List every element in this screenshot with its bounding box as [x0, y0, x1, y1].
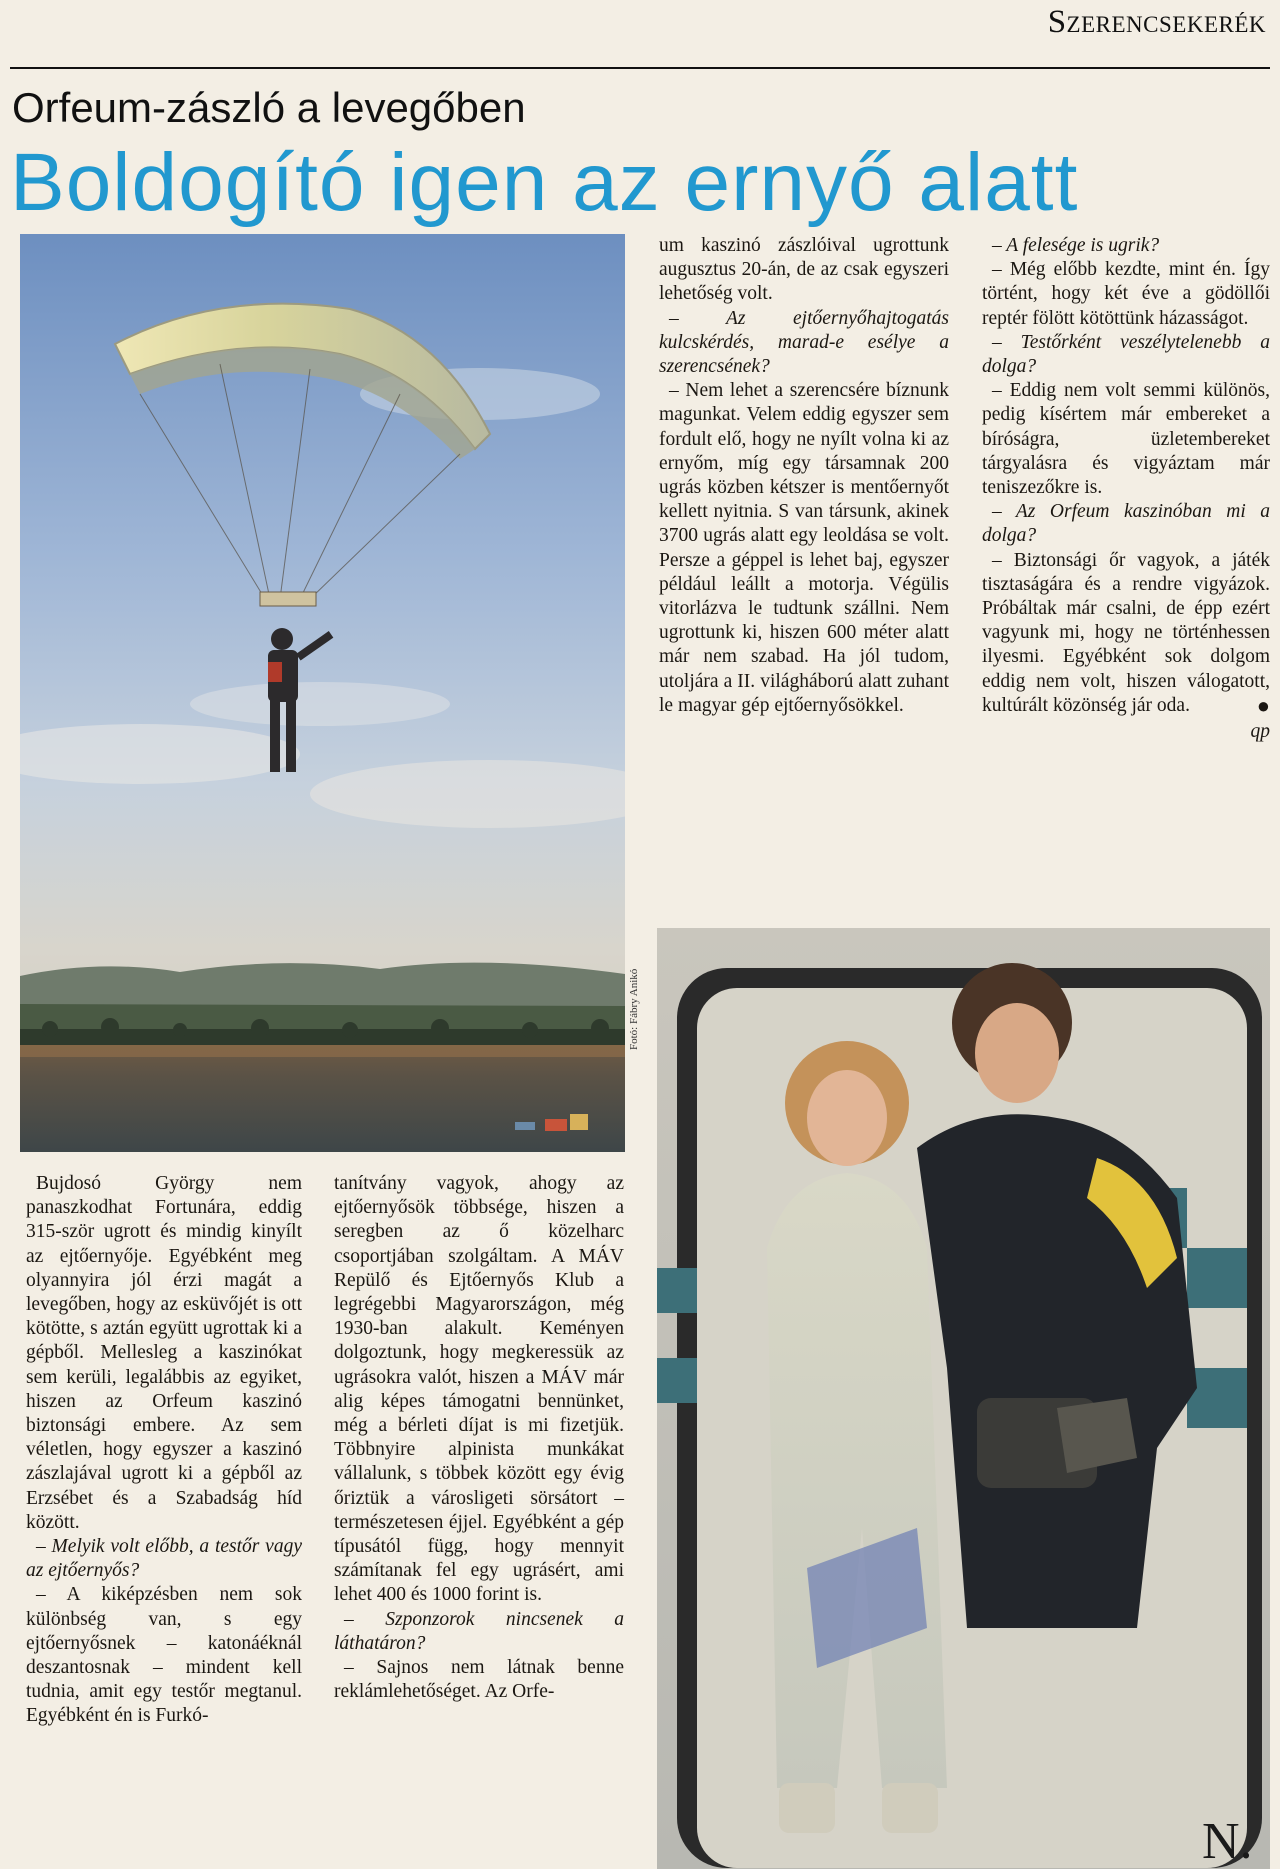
question: – Az Orfeum kaszinóban mi a dolga? — [982, 501, 1270, 547]
paragraph: – Még előbb kezdte, mint én. Így történt, hogy két éve a gödöllői reptér fölött kötöttünk házasságot. — [982, 259, 1270, 329]
article-column-4 — [982, 234, 1270, 744]
article-column-1 — [26, 1172, 302, 1729]
paragraph: tanítvány vagyok, ahogy az ejtőernyősök többsége, hiszen a seregben az ő közelharc csoportjában szolgáltam. A MÁV Repülő és Ejtőernyős Klub a legrégebbi Magyarországon, még 1930-ban alakult. Keményen dolgoztunk, hogy megkeressük az ugrásokra valót, hiszen a MÁV már alig képes támogatni bennünket, még a bérleti díjat is mi fizetjük. Többnyire alpinista munkákat vállalunk, s többek között egy évig őriztük a városligeti sörsátort – természetesen éjjel. Egyébként a gép típusától függ, hogy mennyit számítanak fel egy ugrásért, ami lehet 400 és 1000 forint is. — [334, 1173, 624, 1606]
paragraph: um kaszinó zászlóival ugrottunk augusztus 20-án, de az csak egyszeri lehetőség volt. — [659, 235, 949, 305]
question: – Testőrként veszélytelenebb a dolga? — [982, 331, 1270, 378]
plane-letter: N. — [1202, 1813, 1253, 1869]
question: – Melyik volt előbb, a testőr vagy az ejtőernyős? — [26, 1536, 302, 1582]
section-label: Szerencsekerék — [1047, 4, 1266, 40]
end-mark: ● — [1256, 692, 1270, 718]
article-headline: Boldogító igen az ernyő alatt — [10, 137, 1079, 228]
article-column-3 — [659, 234, 949, 718]
header-rule — [10, 67, 1270, 69]
paragraph — [982, 549, 1270, 718]
author-signature: qp — [1250, 721, 1270, 743]
parachutist-photo — [20, 234, 625, 1152]
photo-credit: Fotó: Fábry Anikó — [628, 968, 640, 1050]
question: – Az ejtőernyőhajtogatás kulcskérdés, marad-e esélye a szerencsének? — [659, 307, 949, 378]
couple-photo — [657, 928, 1270, 1869]
paragraph: Bujdosó György nem panaszkodhat Fortunára, eddig 315-ször ugrott és mindig kinyílt az ejtőernyője. Egyébként meg olyannyira jól érzi magát a levegőben, hogy az esküvőjét is ott kötötte, s aztán együtt ugrottak ki a gépből. Mellesleg a kaszinókat sem kerüli, legalábbis az egyiket, hiszen az Orfeum kaszinó biztonsági embere. Az sem véletlen, hogy egyszer a kaszinó zászlajával ugrott ki a gépből az Erzsébet és a Szabadság híd között. — [26, 1173, 302, 1533]
question: – Szponzorok nincsenek a láthatáron? — [334, 1608, 624, 1654]
article-column-2 — [334, 1172, 624, 1704]
article-kicker: Orfeum-zászló a levegőben — [12, 84, 526, 131]
paragraph: – Nem lehet a szerencsére bíznunk magunkat. Velem eddig egyszer sem fordult elő, hogy ne nyílt volna ki az ernyőm, míg egy társamnak 200 ugrás közben kétszer is mentőernyőt kellett nyitnia. S van társunk, akinek 3700 ugrás alatt egy leoldása se volt. Persze a géppel is lehet baj, egyszer például leállt a motorja. Végülis vitorlázva le tudtunk szállni. Nem ugrottunk ki, hiszen 600 méter alatt már nem szabad. Ha jól tudom, utoljára a II. világháború alatt zuhant le magyar gép ejtőernyősökkel. — [659, 380, 949, 716]
paragraph: – Eddig nem volt semmi különös, pedig kísértem már embereket a bíróságra, üzletembereket tárgyalásra és vigyáztam már teniszezőkre is. — [982, 380, 1270, 499]
question: – A felesége is ugrik? — [992, 235, 1160, 256]
paragraph-text: – Biztonsági őr vagyok, a játék tisztaságára és a rendre vigyázok. Próbáltak már csalni, de épp ezért vagyunk mi, hogy ne történhessen ilyesmi. Egyébként sok dolgom eddig nem volt, hiszen válogatott, kultúrált közönség jár oda. — [982, 549, 1270, 716]
paragraph: – A kiképzésben nem sok különbség van, s egy ejtőernyősnek – katonáéknál deszantosnak – mindent kell tudnia, amit egy testőr megtanul. Egyébként én is Furkó- — [26, 1584, 302, 1727]
paragraph: – Sajnos nem látnak benne reklámlehetőséget. Az Orfe- — [334, 1657, 624, 1703]
